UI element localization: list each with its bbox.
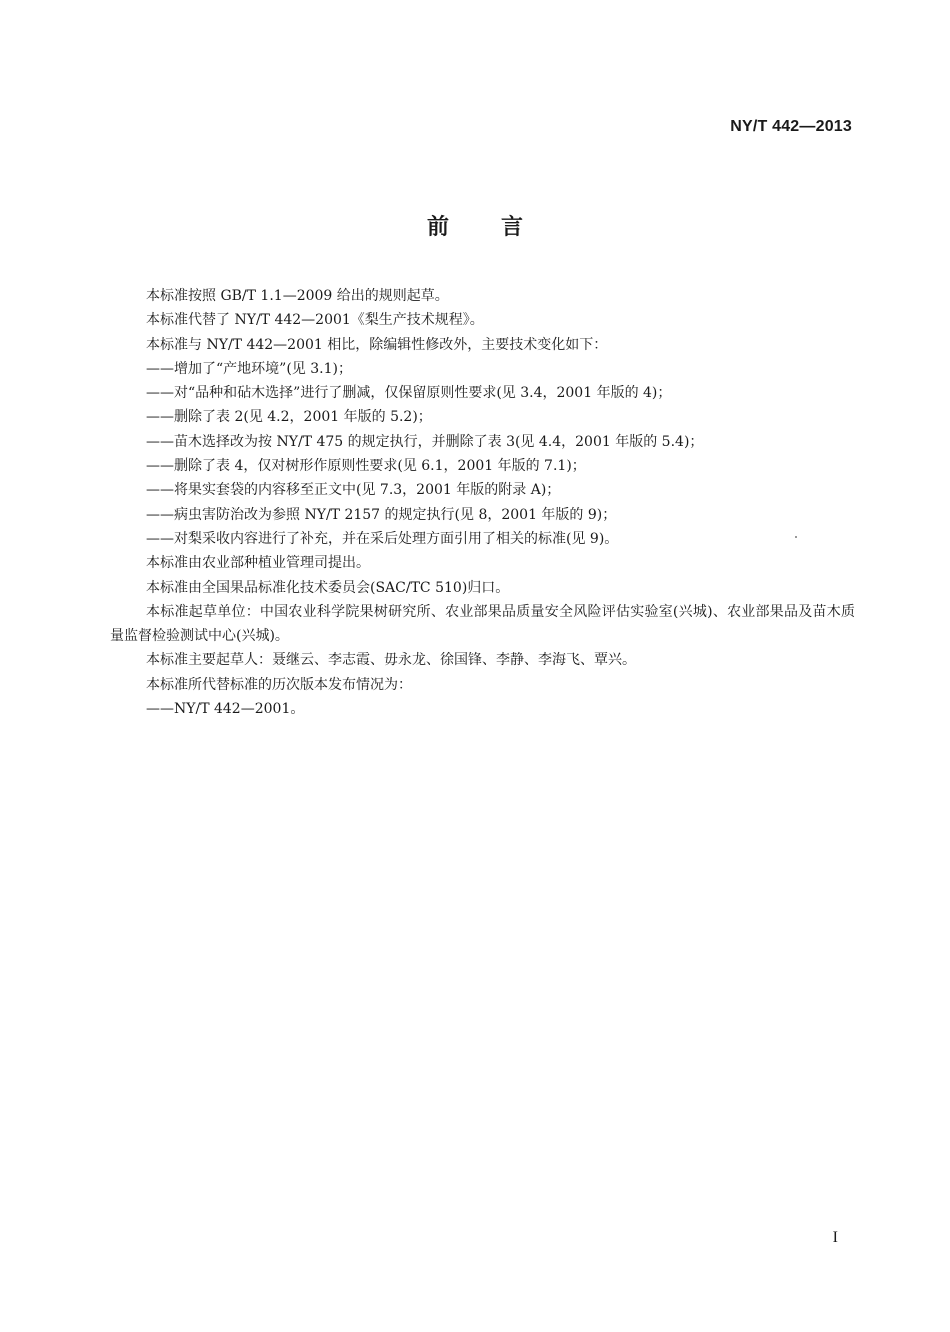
change-item: ——删除了表 4，仅对树形作原则性要求(见 6.1，2001 年版的 7.1)； <box>146 458 586 475</box>
paragraph-changes-intro: 本标准与 NY/T 442—2001 相比，除编辑性修改外，主要技术变化如下： <box>146 336 608 353</box>
scan-speck <box>795 536 797 538</box>
change-item: ——对“品种和砧木选择”进行了删减，仅保留原则性要求(见 3.4，2001 年版的 4)； <box>146 385 672 402</box>
title-char-1: 前 <box>426 215 449 240</box>
change-item: ——将果实套袋的内容移至正文中(见 7.3，2001 年版的附录 A)； <box>146 482 561 499</box>
change-item: ——删除了表 2(见 4.2，2001 年版的 5.2)； <box>146 409 432 426</box>
paragraph-centralized-by: 本标准由全国果品标准化技术委员会(SAC/TC 510)归口。 <box>146 579 510 596</box>
change-item: ——苗木选择改为按 NY/T 475 的规定执行，并删除了表 3(见 4.4，2001 年版的 5.4)； <box>146 433 704 450</box>
paragraph-replaces: 本标准代替了 NY/T 442—2001《梨生产技术规程》。 <box>146 312 484 329</box>
foreword-body <box>110 284 855 721</box>
paragraph-drafting-rules: 本标准按照 GB/T 1.1—2009 给出的规则起草。 <box>146 288 449 304</box>
standard-code: NY/T 442—2013 <box>730 118 852 135</box>
page-number: I <box>832 1229 838 1246</box>
change-item: ——对梨采收内容进行了补充，并在采后处理方面引用了相关的标准(见 9)。 <box>146 530 619 547</box>
paragraph-drafting-units: 本标准起草单位：中国农业科学院果树研究所、农业部果品质量安全风险评估实验室(兴城)、农业部果品及苗木质量监督检验测试中心(兴城)。 <box>110 603 855 645</box>
change-item: ——病虫害防治改为参照 NY/T 2157 的规定执行(见 8，2001 年版的 9)； <box>146 506 617 523</box>
previous-edition-item: ——NY/T 442—2001。 <box>146 701 305 718</box>
title-char-2: 言 <box>501 215 524 240</box>
change-item: ——增加了“产地环境”(见 3.1)； <box>146 360 352 377</box>
paragraph-previous-editions: 本标准所代替标准的历次版本发布情况为： <box>146 676 412 693</box>
paragraph-proposed-by: 本标准由农业部种植业管理司提出。 <box>146 555 370 572</box>
paragraph-drafters: 本标准主要起草人：聂继云、李志霞、毋永龙、徐国锋、李静、李海飞、覃兴。 <box>146 652 636 669</box>
page-title <box>0 210 950 241</box>
